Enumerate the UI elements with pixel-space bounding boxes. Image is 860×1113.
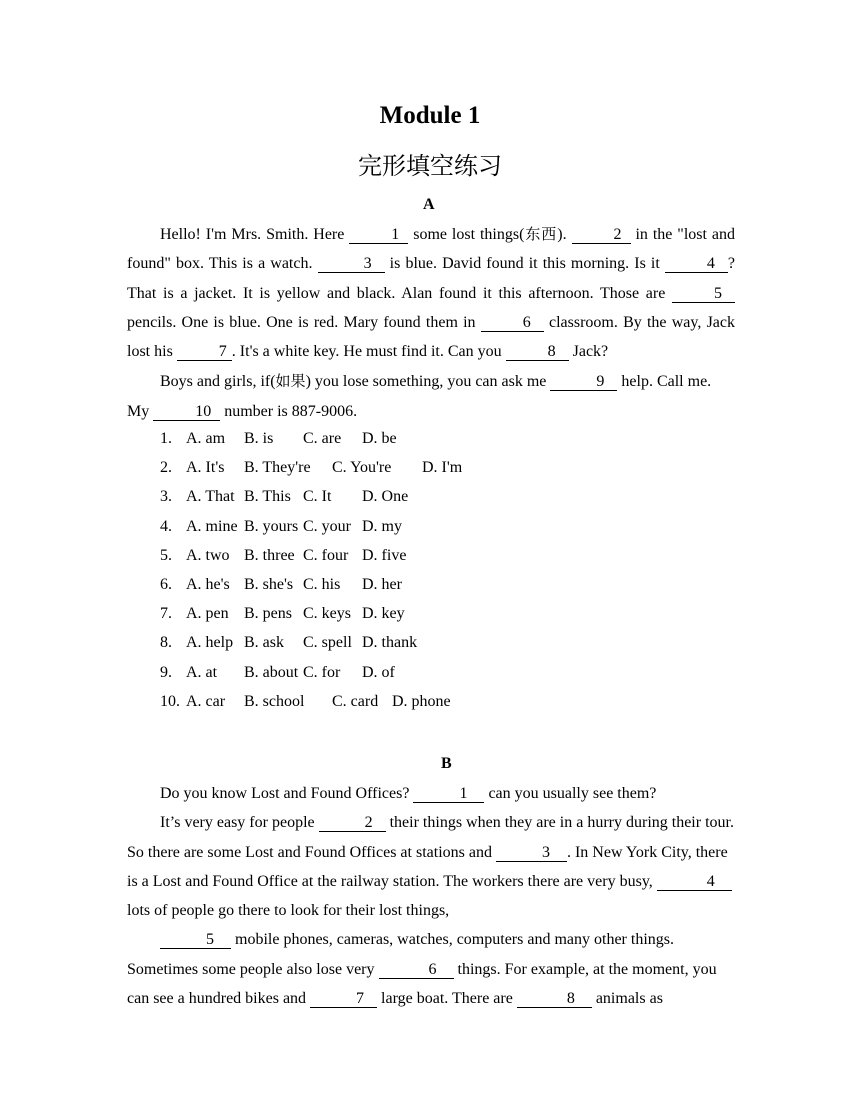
blank-number: 9 xyxy=(596,373,605,391)
option-b: B. school xyxy=(244,692,305,710)
section-b-paragraph-1 xyxy=(127,779,735,808)
text: Hello! I'm Mrs. Smith. Here xyxy=(160,226,350,243)
option-c: C. his xyxy=(303,575,341,593)
text: mobile phones, cameras, watches, computers and many other things. Sometimes some people also lose very xyxy=(127,931,674,978)
blank-3 xyxy=(496,845,567,862)
option-c: C. your xyxy=(303,517,351,535)
option-a: A. he's xyxy=(186,575,230,593)
option-c: C. keys xyxy=(303,605,351,623)
option-d: D. One xyxy=(362,488,409,506)
blank-5 xyxy=(160,932,231,949)
question-number: 2. xyxy=(160,459,172,477)
blank-2 xyxy=(319,815,386,832)
text: can you usually see them? xyxy=(484,785,657,802)
option-a: A. It's xyxy=(186,459,225,477)
question-number: 4. xyxy=(160,517,172,535)
text: in the "lost and found" box. This is a watch. xyxy=(127,226,735,273)
text: ? That is a jacket. It is yellow and black. Alan found it this afternoon. Those are xyxy=(127,255,735,302)
option-b: B. she's xyxy=(244,575,294,593)
text: is blue. David found it this morning. Is it xyxy=(384,255,665,273)
option-d: D. her xyxy=(362,575,402,593)
option-d: D. thank xyxy=(362,634,418,652)
option-b: B. three xyxy=(244,546,295,564)
text: Boys and girls, if( xyxy=(160,373,276,391)
section-a-paragraph-2 xyxy=(127,367,735,426)
blank-number: 7 xyxy=(356,990,365,1008)
text: Jack? xyxy=(568,343,609,361)
option-b: B. This xyxy=(244,488,291,506)
question-number: 3. xyxy=(160,488,172,506)
blank-number: 8 xyxy=(547,343,556,361)
blank-8 xyxy=(506,344,569,361)
text: lots of people go there to look for their lost things, xyxy=(127,902,450,920)
option-d: D. five xyxy=(362,546,407,564)
question-number: 1. xyxy=(160,430,172,447)
option-b: B. ask xyxy=(244,634,284,652)
blank-number: 5 xyxy=(206,931,214,949)
option-a: A. pen xyxy=(186,605,229,623)
option-a: A. help xyxy=(186,634,234,652)
blank-7 xyxy=(177,344,232,361)
section-b-label: B xyxy=(441,755,452,772)
option-d: D. phone xyxy=(392,692,451,710)
option-a: A. at xyxy=(186,663,218,681)
option-b: B. about xyxy=(244,663,299,681)
blank-4 xyxy=(665,256,728,273)
question-number: 7. xyxy=(160,605,172,623)
option-d: D. my xyxy=(362,517,402,535)
blank-number: 2 xyxy=(364,814,373,832)
section-b-paragraph-3 xyxy=(127,925,735,1013)
section-b-passage xyxy=(127,779,735,1013)
option-c: C. You're xyxy=(332,459,392,477)
text: some lost things( xyxy=(408,226,525,243)
option-d: D. key xyxy=(362,605,405,623)
blank-number: 6 xyxy=(428,960,437,978)
text: things. For example, at the moment, you can see a hundred bikes and xyxy=(127,960,717,1008)
question-number: 9. xyxy=(160,663,172,681)
option-c: C. spell xyxy=(303,634,352,652)
blank-10 xyxy=(153,404,220,421)
blank-6 xyxy=(379,962,454,979)
option-c: C. are xyxy=(303,430,342,447)
option-a: A. car xyxy=(186,692,226,710)
chinese-gloss: 如果 xyxy=(275,372,306,391)
text: It’s very easy for people xyxy=(160,814,319,832)
option-b: B. yours xyxy=(244,517,299,535)
question-number: 8. xyxy=(160,634,172,652)
text: Do you know Lost and Found Offices? xyxy=(160,785,414,802)
blank-4 xyxy=(657,874,732,891)
blank-8 xyxy=(517,991,592,1008)
option-a: A. two xyxy=(186,546,230,564)
option-b: B. pens xyxy=(244,605,292,623)
page-subtitle: 完形填空练习 xyxy=(358,152,502,180)
chinese-gloss: 东西 xyxy=(524,225,558,243)
blank-number: 10 xyxy=(195,402,212,420)
text: . It's a white key. He must find it. Can you xyxy=(231,343,506,361)
text: number is 887-9006. xyxy=(220,402,358,420)
blank-1 xyxy=(413,786,484,803)
blank-number: 3 xyxy=(363,255,372,273)
blank-2 xyxy=(572,227,631,244)
text: animals as xyxy=(591,990,663,1008)
blank-number: 7 xyxy=(218,343,227,361)
section-a-passage xyxy=(127,220,735,426)
section-a-label: A xyxy=(423,196,435,213)
blank-9 xyxy=(550,374,617,391)
option-c: C. for xyxy=(303,663,341,681)
option-a: A. am xyxy=(186,430,226,447)
text: ). xyxy=(557,226,572,243)
option-d: D. I'm xyxy=(422,459,463,477)
text: pencils. One is blue. One is red. Mary found them in xyxy=(127,313,481,331)
question-number: 10. xyxy=(160,692,180,710)
blank-number: 8 xyxy=(566,990,575,1008)
blank-number: 6 xyxy=(522,313,531,331)
blank-6 xyxy=(481,315,544,332)
text: ) you lose something, you can ask me xyxy=(305,373,551,391)
text: their things when they are in a hurry during their tour. So there are some Lost and Found Offices at stations and xyxy=(127,814,734,861)
option-c: C. four xyxy=(303,546,349,564)
section-b-paragraph-2 xyxy=(127,808,735,925)
blank-number: 5 xyxy=(714,284,722,302)
blank-7 xyxy=(310,991,377,1008)
text: . In New York City, there is a Lost and Found Office at the railway station. The workers there are very busy, xyxy=(127,843,728,890)
blank-number: 1 xyxy=(459,785,468,802)
blank-number: 4 xyxy=(706,255,715,273)
blank-number: 2 xyxy=(613,226,622,243)
option-b: B. They're xyxy=(244,459,311,477)
option-c: C. card xyxy=(332,692,379,710)
text: large boat. There are xyxy=(377,990,517,1008)
option-c: C. It xyxy=(303,488,332,506)
question-number: 6. xyxy=(160,575,172,593)
option-d: D. be xyxy=(362,430,397,447)
blank-5 xyxy=(672,286,735,303)
option-b: B. is xyxy=(244,430,274,447)
option-a: A. That xyxy=(186,488,235,506)
page-title: Module 1 xyxy=(379,102,481,129)
blank-3 xyxy=(318,256,385,273)
text: help. Call me. My xyxy=(127,373,712,420)
blank-1 xyxy=(349,227,408,244)
section-a-paragraph-1 xyxy=(127,220,735,366)
option-d: D. of xyxy=(362,663,395,681)
blank-number: 4 xyxy=(706,872,715,890)
blank-number: 3 xyxy=(541,843,550,861)
question-number: 5. xyxy=(160,546,172,564)
blank-number: 1 xyxy=(391,226,400,243)
option-a: A. mine xyxy=(186,517,238,535)
text: classroom. By the way, Jack lost his xyxy=(127,313,736,361)
